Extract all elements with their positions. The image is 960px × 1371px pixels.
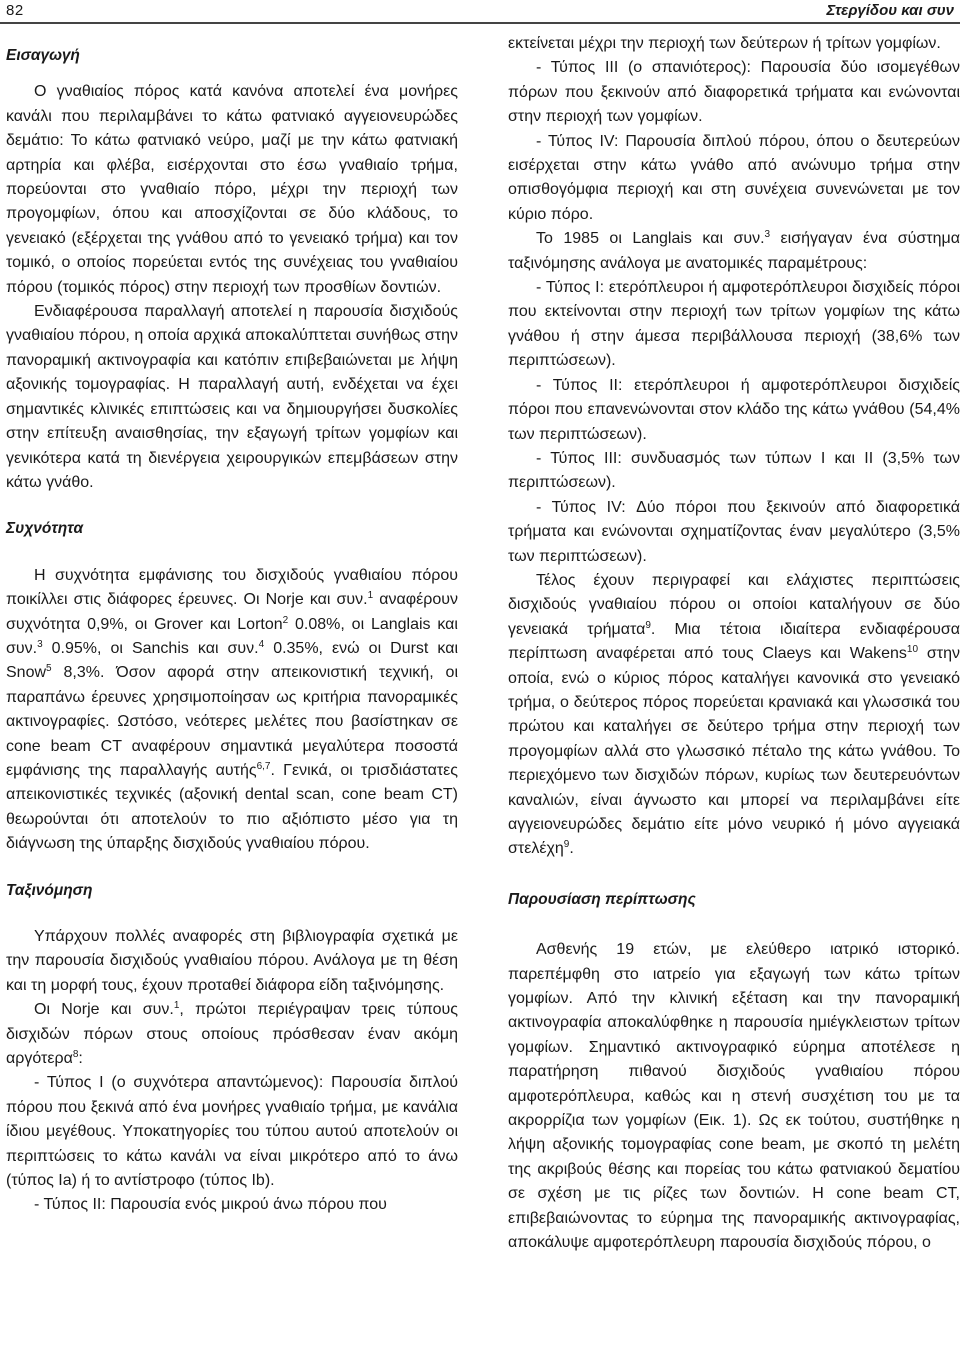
page-number: 82 [6,2,24,19]
section-heading-classification: Ταξινόμηση [6,881,93,899]
langlais-type-2: - Τύπος ΙΙ: ετερόπλευροι ή αμφοτερόπλευροι δισχιδείς πόροι που επανενώνονται στον κλάδο της κάτω γνάθου (54,4% των περιπτώσεων). [508,376,960,443]
citation: 2 [282,614,289,626]
page-header [0,0,960,22]
classification-text: Οι Norje και συν. [34,1001,174,1019]
classification-paragraph-1: Υπάρχουν πολλές αναφορές στη βιβλιογραφία σχετικά με την παρουσία δισχιδούς γναθιαίου πόρου. Ανάλογα με τη θέση και τη μορφή τους, έχουν προταθεί διάφορα είδη ταξινόμησης. [6,928,458,994]
section-heading-case-presentation: Παρουσίαση περίπτωσης [508,890,696,908]
citation: 8 [72,1049,79,1061]
right-column [508,32,960,1256]
section-heading-introduction: Εισαγωγή [6,47,80,64]
citation: 6,7 [256,760,271,772]
type-4-paragraph: - Τύπος IV: Παρουσία διπλού πόρου, όπου ο δευτερεύων εισέρχεται στην κάτω γνάθο από ανώνυμο τρήμα στην οπισθογόμφια περιοχή και στη συνέχεια συνενώνεται με τον κύριο πόρο. [508,132,960,223]
type-2-continuation: εκτείνεται μέχρι την περιοχή των δεύτερων ή τρίτων γομφίων. [508,35,941,52]
type-2-paragraph: - Τύπος ΙΙ: Παρουσία ενός μικρού άνω πόρου που [34,1196,387,1214]
frequency-text: αναφέρουν συχνότητα 0,9%, οι Grover και Lorton [6,591,459,633]
final-text: . [569,840,574,858]
intro-paragraph-1: Ο γναθιαίος πόρος κατά κανόνα αποτελεί ένα μονήρες κανάλι που περιλαμβάνει το κάτω φατνιακό αγγειονευρώδες δεμάτιο: Το κάτω φατνιακό νεύρο, μαζί με την κάτω φατνιακή αρτηρία και φλέβα, εισέρχονται στο έσω γναθιαίο τρήμα, πορεύονται στο γναθιαίο πόρο, μέχρι την περιοχή των προγομφίων, όπου και αποσχίζονται σε δύο κλάδους, το γενειακό (εξέρχεται της γνάθου από το γενειακό τρήμα) και τον τομικό, ο οποίος πορεύεται εντός της συνέχειας του γναθιαίου πόρου (τομικός πόρος) στην περιοχή των προσθίων δοντιών. [6,83,458,296]
classification-text: : [78,1050,83,1068]
section-heading-frequency: Συχνότητα [6,520,84,538]
final-text: . Μια τέτοια ιδιαίτερα ενδιαφέρουσα περίπτωση αναφέρεται από τους Claeys και Wakens [508,620,960,663]
frequency-text: 8,3%. Όσον αφορά στην απεικονιστική τεχνική, οι παραπάνω έρευνες χρησιμοποίησαν ως κριτήρια πανοραμικές ακτινογραφίες. Ωστόσο, νεότερες μελέτες που βασίστηκαν σε cone beam CT αναφέρουν σημαντικά μεγαλύτερα ποσοστά εμφάνισης της παραλλαγής αυτής [6,664,458,779]
left-column [6,32,458,1218]
final-paragraph [508,569,960,862]
type-3-paragraph: - Τύπος ΙΙΙ (ο σπανιότερος): Παρουσία δύο ισομεγέθων πόρων που ξεκινούν από διαφορετικά τρήματα και ενώνονται στην περιοχή των γομφίων. [508,59,960,126]
citation: 1 [173,1000,180,1012]
langlais-text: Το 1985 οι Langlais και συν. [536,230,765,248]
citation: 1 [367,590,374,602]
langlais-text: εισήγαγαν ένα σύστημα ταξινόμησης ανάλογα με ανατομικές παραμέτρους: [508,230,960,272]
frequency-text: 0.95%, οι Sanchis και συν. [42,639,259,657]
frequency-paragraph [6,564,458,857]
intro-paragraph-2: Ενδιαφέρουσα παραλλαγή αποτελεί η παρουσία δισχιδούς γναθιαίου πόρου, η οποία αρχικά αποκαλύπτεται συνήθως στην πανοραμική ακτινογραφία και κατόπιν επιβεβαιώνεται με λήψη αξονικής τομογραφίας. Η παραλλαγή αυτή, ενδέχεται να έχει σημαντικές κλινικές επιπτώσεις και να δημιουργήσει δυσκολίες στην επίτευξη αναισθησίας, την εξαγωγή τρίτων γομφίων και γενικότερα κατά τη διενέργεια χειρουργικών επεμβάσεων στην κάτω γνάθο. [6,303,458,491]
case-paragraph: Ασθενής 19 ετών, με ελεύθερο ιατρικό ιστορικό. παρεπέμφθη στο ιατρείο για εξαγωγή των κάτω τρίτων γομφίων. Από την κλινική εξέταση και την πανοραμική ακτινογραφία αποκαλύφθηκε η παρουσία ημιέγκλειστων τρίτων γομφίων. Σημαντικό ακτινογραφικό εύρημα αποτέλεσε η παρατήρηση πιθανού δισχιδούς γναθιαίου πόρου αμφοτερόπλευρα, καθώς και η στενή συσχέτιση του με τα ακρορρίζια των γομφίων (Εικ. 1). Ως εκ τούτου, συστήθηκε η λήψη αξονικής τομογραφίας cone beam, με σκοπό τη μελέτη της ακριβούς θέσης και πορείας του κάτω φατνιακού δεματίου σε σχέση με τις ρίζες των δοντιών. Η cone beam CT, επιβεβαιώνοντας το εύρημα της πανοραμικής ακτινογραφίας, αποκάλυψε αμφοτερόπλευρη παρουσία δισχιδούς πόρου, ο [508,941,960,1252]
final-text: στην οποία, ενώ ο κύριος πόρος καταλήγει κανονικά στο γενειακό τρήμα, ο δεύτερος πόρος πορεύεται κρανιακά και γλωσσικά του πρώτου και καταλήγει σε δεύτερο τρήμα στην περιοχή των προγομφίων αλλά στο γλωσσικό πέταλο της κάτω γνάθου. Το περιεχόμενο των δισχιδών πόρων, κυρίως των δευτερευόντων καναλιών, είναι άγνωστο και μπορεί να περιλαμβάνει είτε αγγειονευρώδες δεμάτιο είτε μόνο νευρικό ή μόνο αγγειακά στελέχη [508,645,960,858]
langlais-paragraph [508,227,960,276]
citation: 4 [258,638,265,650]
citation: 3 [37,638,43,650]
classification-text: , πρώτοι περιέγραψαν τρεις τύπους δισχιδών πόρων στους οποίους πρόσθεσαν έναν ακόμη αργότερα [6,1001,458,1068]
final-text: Τέλος έχουν περιγραφεί και ελάχιστες περιπτώσεις δισχιδούς γναθιαίου πόρου οι οποίοι καταλήγουν σε δύο γενειακά τρήματα [508,571,960,638]
langlais-type-1: - Τύπος Ι: ετερόπλευροι ή αμφοτερόπλευροι δισχιδείς πόροι που εκτείνονται στην περιοχή των τρίτων γομφίων της κάτω γνάθου ή στην άμεσα περιβάλλουσα περιοχή (38,6% των περιπτώσεων). [508,279,960,370]
classification-paragraph-2 [6,998,458,1071]
langlais-type-3: - Τύπος ΙΙΙ: συνδυασμός των τύπων Ι και ΙΙ (3,5% των περιπτώσεων). [508,449,960,492]
citation: 9 [645,619,651,631]
citation: 10 [906,644,919,656]
frequency-text: . Γενικά, οι τρισδιάστατες απεικονιστικές τεχνικές (αξονική dental scan, cone beam CT) θεωρούνται ότι αποτελούν το πιο αξιόπιστο μέσο για τη διάγνωση της ύπαρξης δισχιδούς γναθιαίου πόρου. [6,761,458,853]
citation: 9 [563,839,570,851]
header-rule [0,22,960,24]
citation: 3 [764,229,771,241]
type-1-paragraph: - Τύπος Ι (ο συχνότερα απαντώμενος): Παρουσία διπλού πόρου που ξεκινά από ένα μονήρες γναθιαίο τρήμα, με κανάλια ίδιου μεγέθους. Υποκατηγορίες του τύπου αυτού αποτελούν οι περιπτώσεις το κάτω κανάλι να είναι μικρότερο από το άνω (τύπος Ia) ή το αντίστροφο (τύπος Ib). [6,1074,458,1190]
langlais-type-4: - Τύπος IV: Δύο πόροι που ξεκινούν από διαφορετικά τρήματα και ενώνονται σχηματίζοντας έναν μεγαλύτερο (3,5% των περιπτώσεων). [508,498,960,565]
frequency-text: Η συχνότητα εμφάνισης του δισχιδούς γναθιαίου πόρου ποικίλλει στις διάφορες έρευνες. Οι Norje και συν. [6,566,458,609]
citation: 5 [46,663,52,675]
frequency-text: 0.08%, οι Langlais και συν. [6,615,458,657]
running-head: Στεργίδου και συν [826,2,954,19]
frequency-text: 0.35%, ενώ οι Durst και Snow [6,639,459,682]
